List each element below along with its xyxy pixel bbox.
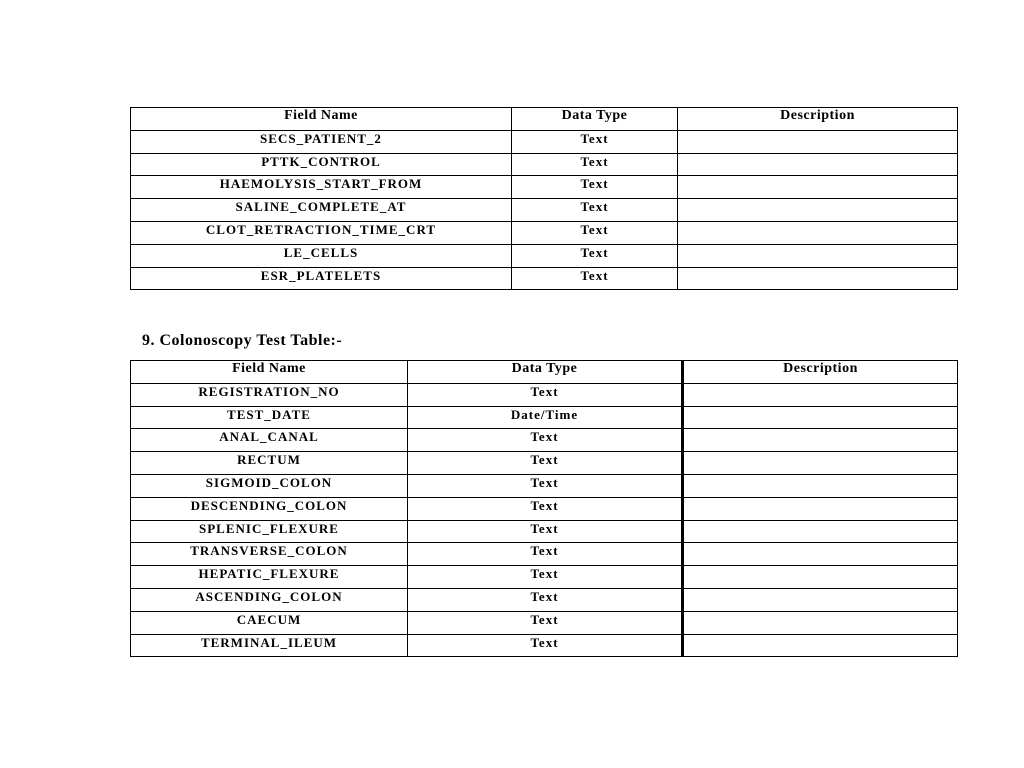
data-type-cell: Text — [408, 611, 683, 634]
data-type-cell: Text — [408, 543, 683, 566]
description-cell — [678, 176, 958, 199]
table-row — [131, 474, 958, 497]
data-type-cell: Text — [408, 452, 683, 475]
table-row — [131, 244, 958, 267]
data-type-cell: Text — [408, 520, 683, 543]
table-header-row — [131, 108, 958, 131]
field-name-cell: ASCENDING_COLON — [131, 588, 408, 611]
blood-test-fields-table — [130, 107, 958, 290]
field-name-cell: CAECUM — [131, 611, 408, 634]
table-row — [131, 406, 958, 429]
description-cell — [683, 497, 958, 520]
field-name-cell: TERMINAL_ILEUM — [131, 634, 408, 657]
field-name-cell: SPLENIC_FLEXURE — [131, 520, 408, 543]
data-type-cell: Text — [512, 244, 678, 267]
description-cell — [683, 474, 958, 497]
data-type-cell: Text — [512, 267, 678, 290]
field-name-cell: DESCENDING_COLON — [131, 497, 408, 520]
table-row — [131, 429, 958, 452]
field-name-cell: RECTUM — [131, 452, 408, 475]
data-type-cell: Date/Time — [408, 406, 683, 429]
data-type-cell: Text — [408, 634, 683, 657]
description-cell — [683, 634, 958, 657]
field-name-cell: TRANSVERSE_COLON — [131, 543, 408, 566]
data-type-cell: Text — [408, 497, 683, 520]
table-row — [131, 452, 958, 475]
field-name-cell: REGISTRATION_NO — [131, 383, 408, 406]
field-name-cell: TEST_DATE — [131, 406, 408, 429]
description-cell — [678, 153, 958, 176]
data-type-cell: Text — [408, 588, 683, 611]
field-name-cell: CLOT_RETRACTION_TIME_CRT — [131, 221, 512, 244]
table-row — [131, 199, 958, 222]
data-type-cell: Text — [408, 566, 683, 589]
data-type-cell: Text — [512, 153, 678, 176]
field-name-header: Field Name — [131, 108, 512, 131]
field-name-cell: ANAL_CANAL — [131, 429, 408, 452]
table-row — [131, 176, 958, 199]
table-row — [131, 130, 958, 153]
description-header: Description — [683, 361, 958, 384]
description-cell — [678, 267, 958, 290]
data-type-header: Data Type — [512, 108, 678, 131]
table-header-row — [131, 361, 958, 384]
description-cell — [683, 566, 958, 589]
table-row — [131, 634, 958, 657]
field-name-cell: LE_CELLS — [131, 244, 512, 267]
table-row — [131, 267, 958, 290]
field-name-cell: PTTK_CONTROL — [131, 153, 512, 176]
description-cell — [683, 520, 958, 543]
field-name-cell: SIGMOID_COLON — [131, 474, 408, 497]
description-cell — [683, 611, 958, 634]
data-type-cell: Text — [408, 383, 683, 406]
field-name-cell: HEPATIC_FLEXURE — [131, 566, 408, 589]
table-row — [131, 543, 958, 566]
table-row — [131, 383, 958, 406]
description-cell — [683, 406, 958, 429]
data-type-cell: Text — [512, 199, 678, 222]
data-type-cell: Text — [512, 176, 678, 199]
data-type-cell: Text — [512, 130, 678, 153]
data-type-cell: Text — [408, 429, 683, 452]
data-type-cell: Text — [408, 474, 683, 497]
table-row — [131, 221, 958, 244]
table-row — [131, 520, 958, 543]
field-name-cell: SALINE_COMPLETE_AT — [131, 199, 512, 222]
description-cell — [683, 429, 958, 452]
field-name-cell: SECS_PATIENT_2 — [131, 130, 512, 153]
field-name-cell: ESR_PLATELETS — [131, 267, 512, 290]
table-row — [131, 497, 958, 520]
description-cell — [678, 130, 958, 153]
description-cell — [678, 244, 958, 267]
field-name-cell: HAEMOLYSIS_START_FROM — [131, 176, 512, 199]
table-row — [131, 566, 958, 589]
table-row — [131, 153, 958, 176]
data-type-header: Data Type — [408, 361, 683, 384]
table-row — [131, 611, 958, 634]
description-cell — [683, 383, 958, 406]
description-cell — [683, 543, 958, 566]
colonoscopy-test-table — [130, 360, 958, 657]
description-cell — [683, 452, 958, 475]
data-type-cell: Text — [512, 221, 678, 244]
section-heading: 9. Colonoscopy Test Table:- — [142, 332, 343, 349]
field-name-header: Field Name — [131, 361, 408, 384]
description-header: Description — [678, 108, 958, 131]
description-cell — [678, 199, 958, 222]
table-row — [131, 588, 958, 611]
description-cell — [683, 588, 958, 611]
description-cell — [678, 221, 958, 244]
